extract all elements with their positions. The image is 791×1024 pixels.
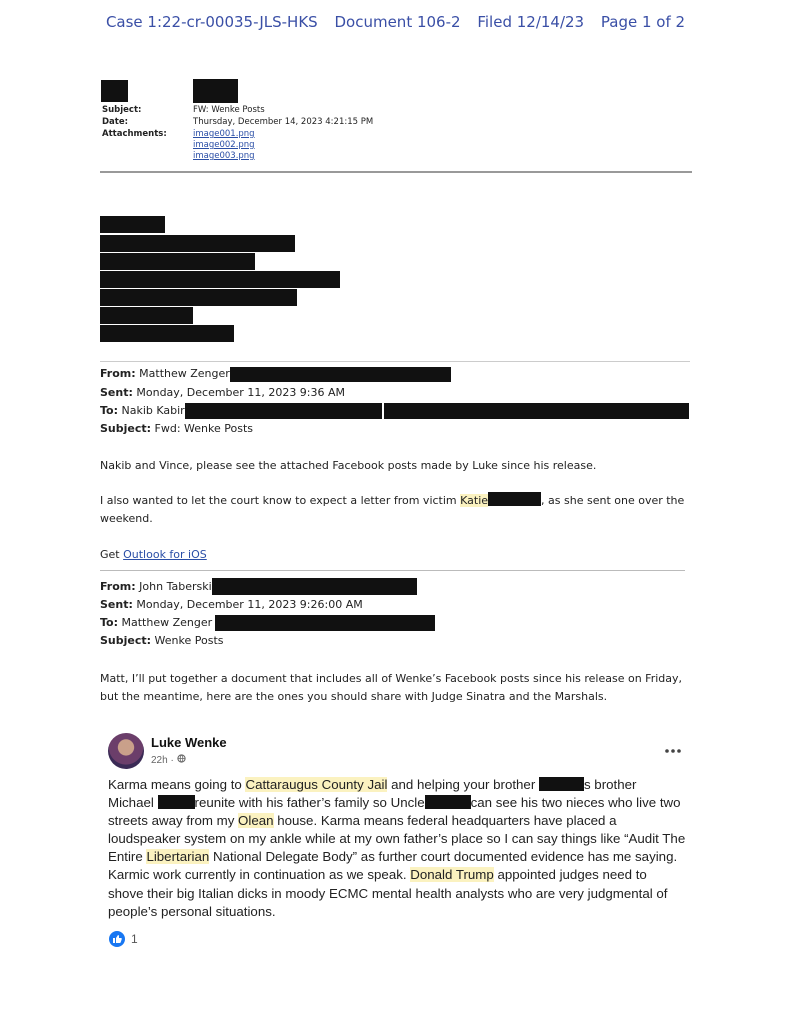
- outlook-link[interactable]: Outlook for iOS: [123, 548, 207, 561]
- post-line: streets away from my Olean house. Karma means federal headquarters have placed a: [108, 813, 617, 829]
- case-header: [0, 13, 791, 31]
- redaction: [230, 367, 451, 382]
- forward2-para-line1: Matt, I’ll put together a document that includes all of Wenke’s Facebook posts since his release on Friday,: [100, 672, 683, 685]
- redaction: [100, 216, 165, 233]
- forward2-from: From: John Taberski: [100, 580, 212, 593]
- post-line: Entire Libertarian National Delegate Body” as further court documented evidence has me saying.: [108, 849, 678, 865]
- redaction: [539, 777, 584, 791]
- forward1-from: From: Matthew Zenger: [100, 367, 230, 380]
- forward1-para2-cont: weekend.: [100, 512, 153, 525]
- subject-value: FW: Wenke Posts: [193, 105, 265, 115]
- attachment-link[interactable]: image003.png: [193, 151, 255, 161]
- date-label: Date:: [102, 117, 129, 127]
- page-number: Page 1 of 2: [600, 13, 686, 31]
- post-text: [108, 776, 698, 921]
- attachments-label: Attachments:: [102, 129, 167, 139]
- post-line: Karmic work currently in continuation as we speak. Donald Trump appointed judges need to: [108, 867, 647, 883]
- forward2-sent: Sent: Monday, December 11, 2023 9:26:00 AM: [100, 598, 363, 611]
- redaction: [100, 289, 297, 306]
- case-number: Case 1:22-cr-00035-JLS-HKS: [105, 13, 318, 31]
- post-time[interactable]: 22h ·: [151, 754, 186, 766]
- more-horizontal-icon[interactable]: [664, 741, 682, 759]
- redaction: [100, 253, 255, 270]
- divider: [100, 570, 685, 571]
- redaction: [101, 80, 128, 102]
- attachment-link[interactable]: image001.png: [193, 129, 255, 139]
- outlook-line: Get Outlook for iOS: [100, 548, 207, 561]
- like-count[interactable]: 1: [131, 932, 138, 946]
- redaction: [100, 325, 234, 342]
- thumbs-up-icon[interactable]: [109, 931, 125, 947]
- redaction: [384, 403, 689, 419]
- forward1-to: To: Nakib Kabir: [100, 404, 185, 417]
- post-line: Michael reunite with his father’s family so Uncle can see his two nieces who live two: [108, 795, 681, 811]
- forward2-para-line2: but the meantime, here are the ones you should share with Judge Sinatra and the Marshals.: [100, 690, 608, 703]
- redaction: [215, 615, 435, 631]
- attachment-link[interactable]: image002.png: [193, 140, 255, 150]
- forward2-to: To: Matthew Zenger: [100, 616, 213, 629]
- divider: [100, 171, 692, 173]
- divider: [100, 361, 690, 362]
- filed-date: Filed 12/14/23: [477, 13, 585, 31]
- forward2-subject: Subject: Wenke Posts: [100, 634, 224, 647]
- post-line: shove their big Italian dicks in moody ECMC mental health analysts who are very judgmental of: [108, 885, 668, 901]
- subject-label: Subject:: [102, 105, 142, 115]
- post-author[interactable]: Luke Wenke: [151, 735, 227, 750]
- highlighted-name: Katie: [460, 494, 489, 507]
- document-number: Document 106-2: [334, 13, 461, 31]
- redaction: [185, 403, 382, 419]
- date-value: Thursday, December 14, 2023 4:21:15 PM: [193, 117, 374, 127]
- redaction: [100, 271, 340, 288]
- post-line: loudspeaker system on my ankle while at my own father’s place so I can say things like “Audit The: [108, 831, 686, 847]
- redaction: [100, 235, 295, 252]
- forward1-para2: I also wanted to let the court know to expect a letter from victim Katie , as she sent one over the: [100, 494, 685, 507]
- redaction: [158, 795, 195, 809]
- redaction: [425, 795, 471, 809]
- redaction: [100, 307, 193, 324]
- forward1-sent: Sent: Monday, December 11, 2023 9:36 AM: [100, 386, 346, 399]
- forward1-subject: Subject: Fwd: Wenke Posts: [100, 422, 254, 435]
- avatar[interactable]: [108, 733, 144, 769]
- redaction: [212, 578, 417, 595]
- redaction: [193, 79, 238, 103]
- redaction: [488, 492, 541, 506]
- globe-icon: [177, 755, 186, 766]
- forward1-para1: Nakib and Vince, please see the attached Facebook posts made by Luke since his release.: [100, 459, 597, 472]
- post-line: people’s personal situations.: [108, 903, 276, 919]
- post-line: Karma means going to Cattaraugus County Jail and helping your brother s brother: [108, 777, 637, 792]
